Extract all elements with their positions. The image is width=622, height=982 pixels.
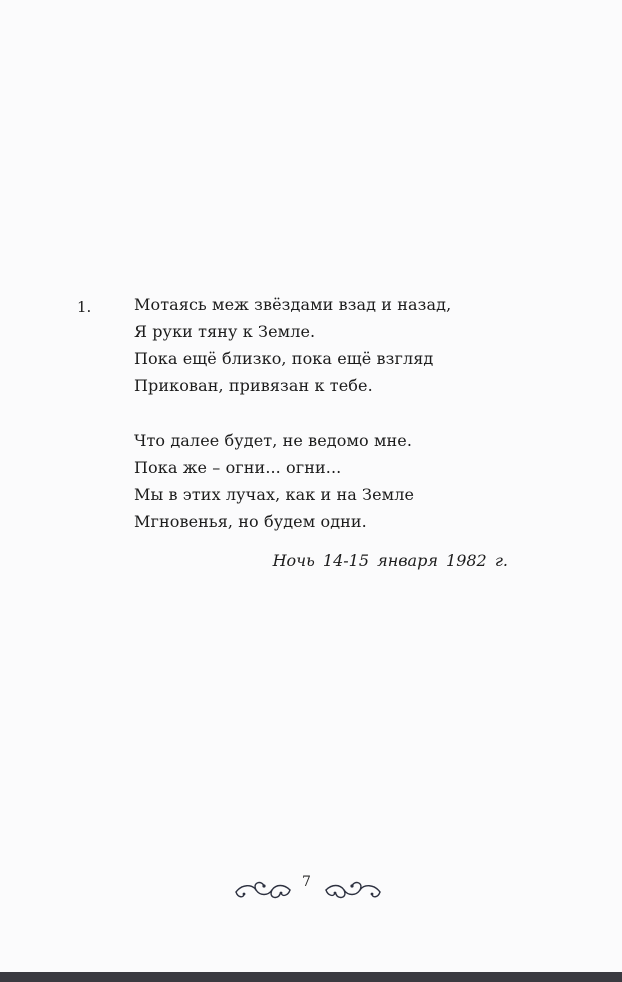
flourish-ornament-icon xyxy=(232,878,294,906)
poem-line: Прикован, привязан к тебе. xyxy=(134,376,373,395)
poem-line: Мотаясь меж звёздами взад и назад, xyxy=(134,295,452,314)
poem-line: Что далее будет, не ведомо мне. xyxy=(134,431,413,450)
page-number: 7 xyxy=(302,874,311,890)
page-footer xyxy=(0,872,622,912)
poem-line: Мгновенья, но будем одни. xyxy=(134,512,367,531)
poem-line: Пока же – огни... огни... xyxy=(134,458,342,477)
stanza-2 xyxy=(134,427,414,535)
flourish-ornament-icon xyxy=(322,878,384,906)
poem-line: Мы в этих лучах, как и на Земле xyxy=(134,485,415,504)
poem-number: 1. xyxy=(77,298,92,316)
poem-dateline: Ночь 14-15 января 1982 г. xyxy=(272,551,508,570)
poem-line: Я руки тяну к Земле. xyxy=(134,322,316,341)
poem-line: Пока ещё близко, пока ещё взгляд xyxy=(134,349,434,368)
scan-bottom-edge xyxy=(0,972,622,982)
stanza-1 xyxy=(134,291,451,399)
